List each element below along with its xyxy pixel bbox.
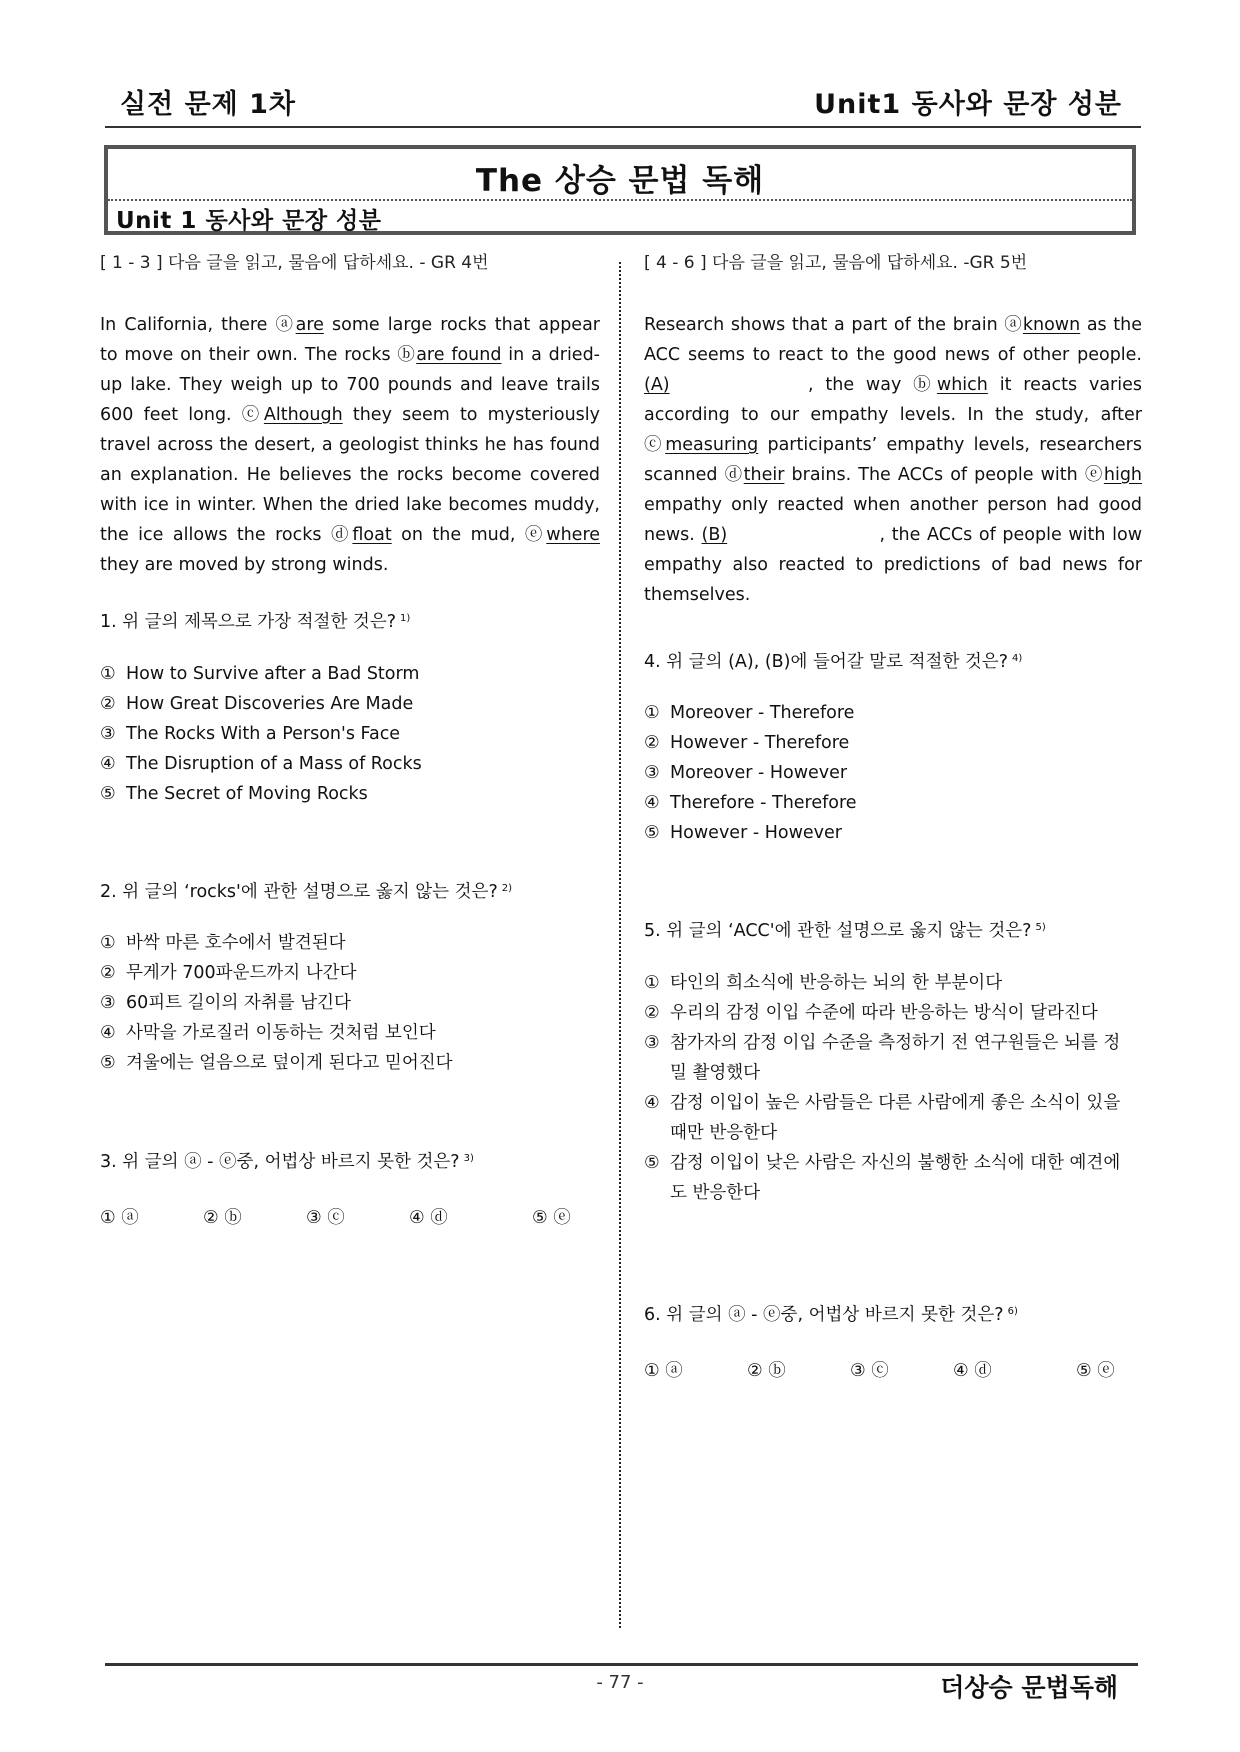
option-text: Therefore - Therefore (670, 793, 857, 813)
underlined-b: are found (416, 345, 502, 365)
option[interactable] (100, 749, 600, 779)
option[interactable] (644, 968, 1134, 998)
option[interactable] (644, 818, 1142, 848)
option[interactable] (100, 928, 600, 958)
option-number: ⑤ (100, 784, 116, 804)
option[interactable] (644, 1357, 683, 1382)
option-number: ④ (100, 754, 116, 774)
footer-divider (105, 1663, 1138, 1666)
question-5-options (644, 968, 1134, 1208)
underlined-b: which (936, 375, 988, 395)
marker-d: ⓓ (724, 465, 744, 485)
option-number: ① (100, 933, 116, 953)
option-number: ② (644, 1003, 660, 1023)
option[interactable] (100, 659, 600, 689)
option-number: ③ (306, 1208, 322, 1228)
option-number: ② (644, 733, 660, 753)
passage-acc (644, 310, 1142, 610)
passage-text: on the mud, (391, 525, 525, 545)
instruction-4-6: [ 4 - 6 ] 다음 글을 읽고, 물음에 답하세요. -GR 5번 (644, 253, 1028, 273)
option-text: ⓔ (1097, 1361, 1115, 1381)
option-text: The Secret of Moving Rocks (126, 784, 368, 804)
footer-brand: 더상승 문법독해 (940, 1673, 1118, 1702)
option-text: ⓑ (224, 1208, 242, 1228)
option[interactable] (100, 719, 600, 749)
underlined-e: where (546, 525, 601, 545)
marker-c: ⓒ (241, 405, 264, 425)
question-text: 6. 위 글의 ⓐ - ⓔ중, 어법상 바르지 못한 것은? (644, 1305, 1004, 1325)
passage-text: , the ACCs of people with low empathy also reacted to predictions of bad news for themselves. (644, 525, 1143, 605)
option-number: ② (100, 963, 116, 983)
option-number: ③ (644, 1033, 660, 1053)
option-text: How to Survive after a Bad Storm (126, 664, 420, 684)
option-number: ④ (644, 1093, 660, 1113)
option[interactable] (100, 988, 600, 1018)
option[interactable] (100, 689, 600, 719)
option-text: ⓓ (974, 1361, 992, 1381)
marker-d: ⓓ (330, 525, 353, 545)
option-text: However - However (670, 823, 842, 843)
passage-text: participants’ empathy levels, researchers scanned (644, 435, 1142, 485)
option-number: ② (747, 1361, 763, 1381)
option[interactable] (644, 1148, 1134, 1208)
marker-a: ⓐ (275, 315, 296, 335)
option[interactable] (100, 958, 600, 988)
option-text: ⓒ (327, 1208, 345, 1228)
option-text: Moreover - However (670, 763, 848, 783)
underlined-e: high (1103, 465, 1143, 485)
option-number: ① (644, 1361, 660, 1381)
option-text: ⓑ (768, 1361, 786, 1381)
option[interactable] (644, 758, 1142, 788)
column-divider (619, 262, 621, 1628)
underlined-d: float (352, 525, 392, 545)
option-number: ① (100, 1208, 116, 1228)
question-2 (100, 874, 600, 904)
underlined-c: Although (263, 405, 343, 425)
passage-text: brains. The ACCs of people with (784, 465, 1085, 485)
option-number: ⑤ (644, 823, 660, 843)
option-text: 겨울에는 얼음으로 덮이게 된다고 믿어진다 (126, 1053, 453, 1073)
underlined-d: their (743, 465, 785, 485)
passage-text: as the ACC seems to react to the good news of other people. (644, 315, 1143, 365)
option[interactable] (532, 1204, 571, 1229)
option-number: ⑤ (532, 1208, 548, 1228)
option-number: ⑤ (100, 1053, 116, 1073)
question-text: 2. 위 글의 ‘rocks'에 관한 설명으로 옳지 않는 것은? (100, 882, 498, 902)
unit-subtitle: Unit 1 동사와 문장 성분 (116, 208, 382, 234)
passage-text: it reacts varies according to our empathy levels. In the study, after (644, 375, 1142, 425)
option[interactable] (409, 1204, 448, 1229)
marker-e: ⓔ (1084, 465, 1104, 485)
question-6 (644, 1297, 1142, 1327)
option-text: The Disruption of a Mass of Rocks (126, 754, 422, 774)
option-text: 감정 이입이 낮은 사람은 자신의 불행한 소식에 대한 예견에도 반응한다 (670, 1153, 1121, 1203)
passage-text: they seem to mysteriously travel across the desert, a geologist thinks he has found an explanation. He believes the rocks become covered with ice in winter. When the dried lake becomes muddy, the ice allows the rocks (100, 405, 601, 545)
option-number: ④ (100, 1023, 116, 1043)
question-1-options (100, 659, 600, 809)
option-number: ⑤ (644, 1153, 660, 1173)
option-text: 무게가 700파운드까지 나간다 (126, 963, 357, 983)
option-text: 타인의 희소식에 반응하는 뇌의 한 부분이다 (670, 973, 1003, 993)
option[interactable] (850, 1357, 889, 1382)
option-text: 바싹 마른 호수에서 발견된다 (126, 933, 346, 953)
marker-e: ⓔ (524, 525, 547, 545)
option-number: ④ (644, 793, 660, 813)
option-text: How Great Discoveries Are Made (126, 694, 414, 714)
option[interactable] (100, 1204, 139, 1229)
passage-text: in a dried-up lake. They weigh up to 700 pounds and leave trails 600 feet long. (100, 345, 600, 425)
option-number: ① (644, 973, 660, 993)
option-number: ③ (850, 1361, 866, 1381)
passage-text: empathy only reacted when another person had good news. (644, 495, 1142, 545)
right-column (644, 248, 1142, 278)
option[interactable] (203, 1204, 242, 1229)
page-title: The 상승 문법 독해 (475, 163, 765, 199)
header-unit-label: Unit1 동사와 문장 성분 (814, 89, 1122, 120)
passage-text: Research shows that a part of the brain (644, 315, 1005, 335)
footnote-ref: 3) (463, 1153, 474, 1164)
option[interactable] (100, 1048, 600, 1078)
option[interactable] (100, 1018, 600, 1048)
option[interactable] (644, 1088, 1134, 1148)
passage-text: some large rocks that appear to move on their own. The rocks (100, 315, 600, 365)
passage-text: In California, there (100, 315, 276, 335)
footnote-ref: 2) (501, 883, 512, 894)
instruction-1-3: [ 1 - 3 ] 다음 글을 읽고, 물음에 답하세요. - GR 4번 (100, 253, 489, 273)
question-4 (644, 644, 1142, 674)
option-text: 우리의 감정 이입 수준에 따라 반응하는 방식이 달라진다 (670, 1003, 1098, 1023)
option[interactable] (644, 698, 1142, 728)
title-dotted-divider (108, 199, 1132, 201)
question-1 (100, 604, 600, 634)
blank-b: (B) (701, 525, 728, 545)
option[interactable] (953, 1357, 992, 1382)
footnote-ref: 4) (1012, 653, 1023, 664)
marker-b: ⓑ (397, 345, 417, 365)
option-text: ⓐ (665, 1361, 683, 1381)
title-box (104, 145, 1136, 235)
option[interactable] (100, 779, 600, 809)
option[interactable] (644, 1028, 1134, 1088)
question-5 (644, 913, 1142, 943)
option[interactable] (644, 998, 1134, 1028)
footnote-ref: 1) (400, 613, 411, 624)
option-number: ③ (644, 763, 660, 783)
option[interactable] (644, 788, 1142, 818)
option[interactable] (747, 1357, 786, 1382)
question-3 (100, 1144, 600, 1174)
option-number: ② (203, 1208, 219, 1228)
question-2-options (100, 928, 600, 1078)
option[interactable] (644, 728, 1142, 758)
marker-c: ⓒ (644, 435, 666, 455)
option-text: Moreover - Therefore (670, 703, 855, 723)
underlined-a: are (295, 315, 324, 335)
option-number: ⑤ (1076, 1361, 1092, 1381)
option-text: ⓓ (430, 1208, 448, 1228)
option-text: The Rocks With a Person's Face (126, 724, 401, 744)
footnote-ref: 6) (1007, 1306, 1018, 1317)
question-text: 3. 위 글의 ⓐ - ⓔ중, 어법상 바르지 못한 것은? (100, 1152, 460, 1172)
passage-rocks (100, 310, 600, 580)
page-number: - 77 - (596, 1672, 644, 1693)
marker-a: ⓐ (1004, 315, 1023, 335)
question-text: 5. 위 글의 ‘ACC'에 관한 설명으로 옳지 않는 것은? (644, 921, 1032, 941)
option-number: ④ (409, 1208, 425, 1228)
header-divider (105, 126, 1141, 128)
passage-text: , the way (808, 375, 914, 395)
question-text: 1. 위 글의 제목으로 가장 적절한 것은? (100, 612, 397, 632)
option-text: 감정 이입이 높은 사람들은 다른 사람에게 좋은 소식이 있을 때만 반응한다 (670, 1093, 1121, 1143)
footnote-ref: 5) (1035, 922, 1046, 933)
option-number: ④ (953, 1361, 969, 1381)
option-text: ⓔ (553, 1208, 571, 1228)
option[interactable] (1076, 1357, 1115, 1382)
option-text: 60피트 길이의 자취를 남긴다 (126, 993, 351, 1013)
blank-a: (A) (644, 375, 670, 395)
underlined-c: measuring (665, 435, 759, 455)
option-text: ⓐ (121, 1208, 139, 1228)
question-text: 4. 위 글의 (A), (B)에 들어갈 말로 적절한 것은? (644, 652, 1009, 672)
header-section-label: 실전 문제 1차 (120, 89, 296, 120)
option-text: ⓒ (871, 1361, 889, 1381)
option-number: ③ (100, 724, 116, 744)
passage-text: they are moved by strong winds. (100, 555, 389, 575)
underlined-a: known (1022, 315, 1081, 335)
question-4-options (644, 698, 1142, 848)
option-number: ② (100, 694, 116, 714)
option-number: ③ (100, 993, 116, 1013)
option-number: ① (100, 664, 116, 684)
option[interactable] (306, 1204, 345, 1229)
marker-b: ⓑ (913, 375, 937, 395)
option-number: ① (644, 703, 660, 723)
option-text: 참가자의 감정 이입 수준을 측정하기 전 연구원들은 뇌를 정밀 촬영했다 (670, 1033, 1121, 1083)
left-column (100, 248, 600, 278)
option-text: 사막을 가로질러 이동하는 것처럼 보인다 (126, 1023, 436, 1043)
option-text: However - Therefore (670, 733, 850, 753)
